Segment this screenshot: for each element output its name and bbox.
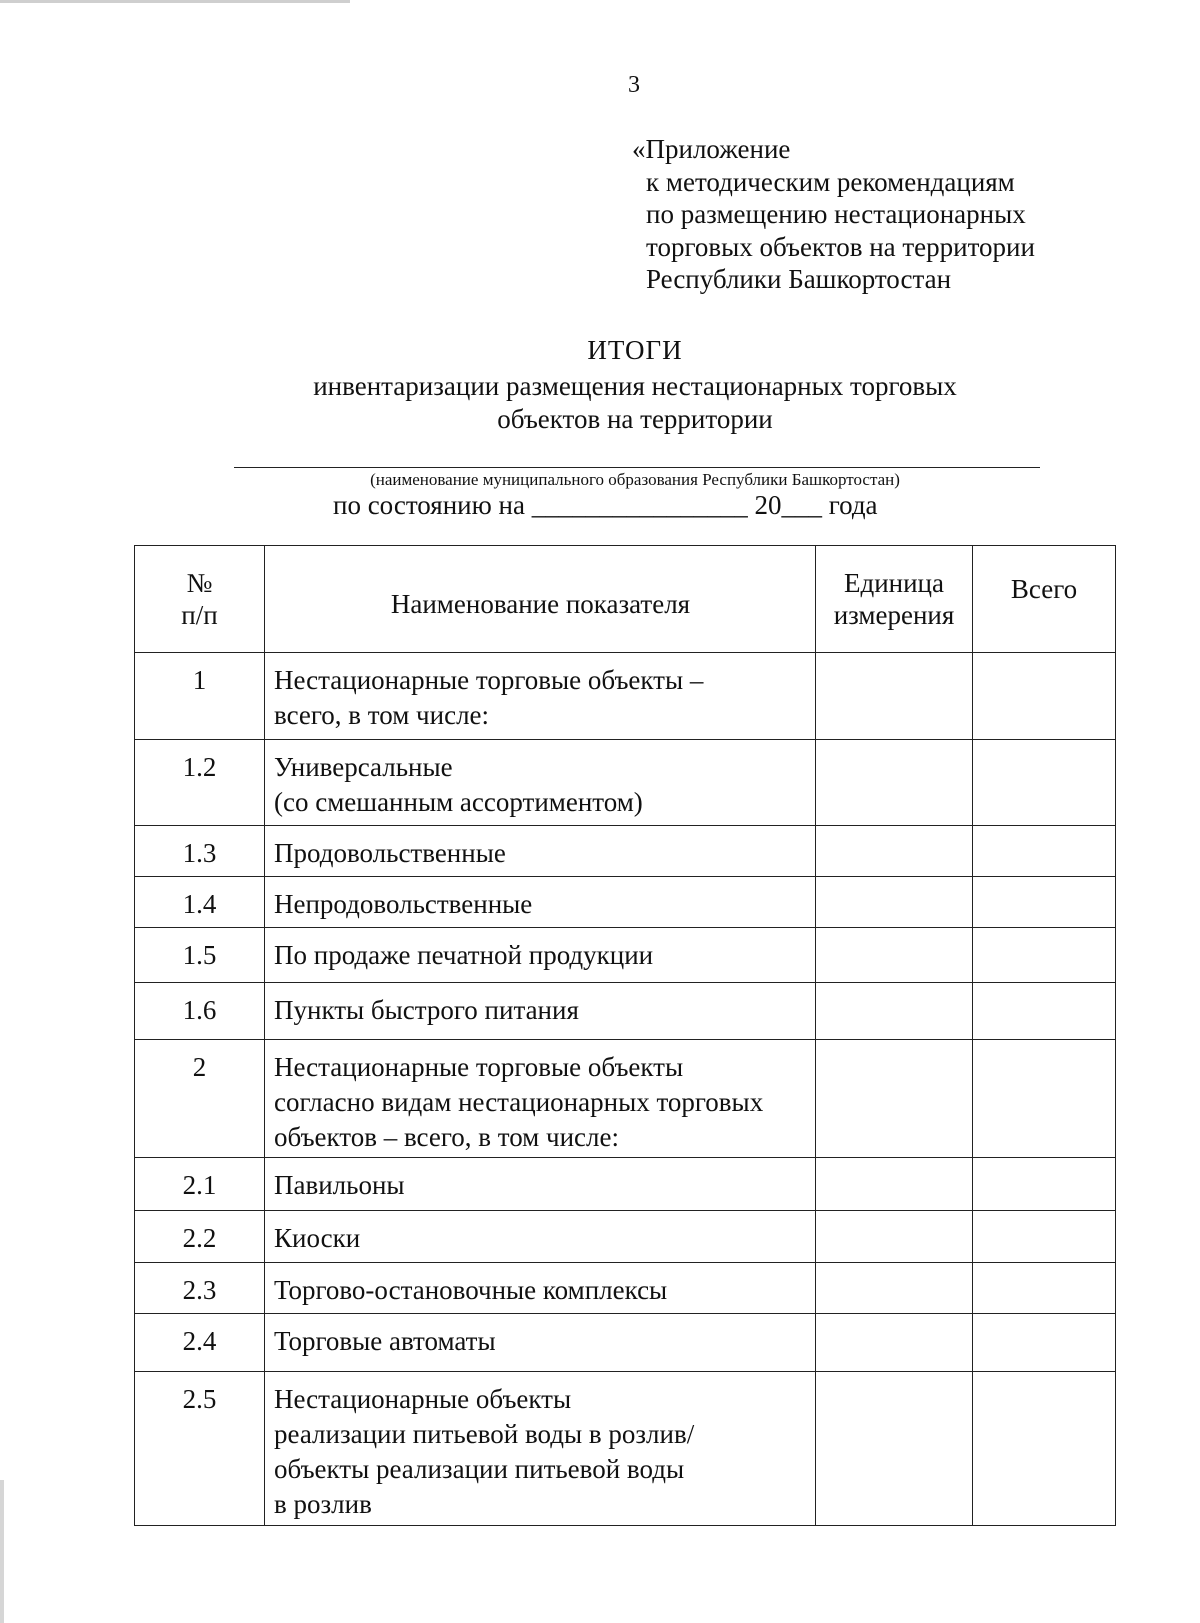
row-number: 1.2	[135, 740, 265, 826]
header-indicator-name: Наименование показателя	[265, 546, 816, 653]
indicator-line: Универсальные	[274, 752, 453, 782]
indicator-line: Пункты быстрого питания	[274, 995, 579, 1025]
scan-edge-top	[0, 0, 350, 3]
indicator-line: Торговые автоматы	[274, 1326, 496, 1356]
row-total-cell	[973, 653, 1116, 740]
row-number: 2.3	[135, 1263, 265, 1314]
row-unit-cell	[816, 826, 973, 877]
row-number: 1	[135, 653, 265, 740]
table-row	[135, 877, 1116, 928]
row-indicator	[265, 1158, 816, 1211]
row-total-cell	[973, 740, 1116, 826]
indicator-line: согласно видам нестационарных торговых	[274, 1087, 764, 1117]
indicator-line: Киоски	[274, 1223, 361, 1253]
row-indicator	[265, 877, 816, 928]
header-number-line: п/п	[181, 600, 218, 630]
row-unit-cell	[816, 740, 973, 826]
indicator-line: объектов – всего, в том числе:	[274, 1122, 619, 1152]
row-indicator	[265, 653, 816, 740]
row-number: 1.4	[135, 877, 265, 928]
document-title: ИТОГИ	[587, 335, 683, 365]
row-indicator	[265, 1263, 816, 1314]
subtitle-line: инвентаризации размещения нестационарных торговых	[313, 371, 957, 401]
indicator-line: в розлив	[274, 1489, 372, 1519]
table-row	[135, 1158, 1116, 1211]
row-total-cell	[973, 1211, 1116, 1263]
row-total-cell	[973, 1263, 1116, 1314]
indicator-line: Торгово-остановочные комплексы	[274, 1275, 668, 1305]
row-total-cell	[973, 1314, 1116, 1372]
row-unit-cell	[816, 1158, 973, 1211]
row-total-cell	[973, 983, 1116, 1040]
table-row	[135, 928, 1116, 983]
row-unit-cell	[816, 983, 973, 1040]
indicators-table	[134, 545, 1116, 1526]
subtitle-line: объектов на территории	[497, 404, 773, 434]
row-indicator	[265, 826, 816, 877]
appendix-line: «Приложение	[632, 134, 791, 164]
row-indicator	[265, 928, 816, 983]
table-row	[135, 1314, 1116, 1372]
header-unit-line: измерения	[833, 600, 955, 630]
table-row	[135, 826, 1116, 877]
indicator-line: объекты реализации питьевой воды	[274, 1454, 685, 1484]
scan-edge-left	[0, 1480, 4, 1623]
indicator-line: Непродовольственные	[274, 889, 533, 919]
header-unit-line: Единица	[843, 568, 944, 598]
indicator-line: реализации питьевой воды в розлив/	[274, 1419, 695, 1449]
row-unit-cell	[816, 877, 973, 928]
row-total-cell	[973, 1040, 1116, 1158]
row-indicator	[265, 983, 816, 1040]
row-number: 1.5	[135, 928, 265, 983]
appendix-line: по размещению нестационарных	[646, 199, 1026, 229]
indicator-line: По продаже печатной продукции	[274, 940, 654, 970]
row-indicator	[265, 740, 816, 826]
row-number: 2	[135, 1040, 265, 1158]
table-row	[135, 1040, 1116, 1158]
as-of-date-line: по состоянию на ________________ 20___ года	[333, 490, 878, 520]
table-row	[135, 1372, 1116, 1526]
row-unit-cell	[816, 1372, 973, 1526]
appendix-line: торговых объектов на территории	[646, 231, 1035, 262]
row-unit-cell	[816, 1211, 973, 1263]
row-indicator	[265, 1040, 816, 1158]
row-number: 1.3	[135, 826, 265, 877]
row-number: 1.6	[135, 983, 265, 1040]
row-number: 2.4	[135, 1314, 265, 1372]
appendix-line: к методическим рекомендациям	[646, 166, 1015, 197]
municipality-caption: (наименование муниципального образования Республики Башкортостан)	[370, 470, 900, 489]
indicator-line: Нестационарные торговые объекты –	[274, 665, 704, 695]
document-subtitle	[0, 370, 1200, 436]
row-unit-cell	[816, 1314, 973, 1372]
table-row	[135, 653, 1116, 740]
row-number: 2.1	[135, 1158, 265, 1211]
row-indicator	[265, 1372, 816, 1526]
table-row	[135, 740, 1116, 826]
row-indicator	[265, 1211, 816, 1263]
header-number	[135, 546, 265, 653]
row-total-cell	[973, 877, 1116, 928]
row-total-cell	[973, 826, 1116, 877]
indicator-line: Нестационарные торговые объекты	[274, 1052, 684, 1082]
row-unit-cell	[816, 653, 973, 740]
municipality-fill-line	[234, 467, 1040, 468]
row-unit-cell	[816, 1263, 973, 1314]
row-total-cell	[973, 1372, 1116, 1526]
row-number: 2.2	[135, 1211, 265, 1263]
indicator-line: всего, в том числе:	[274, 700, 490, 730]
header-total: Всего	[973, 546, 1116, 653]
table-row	[135, 983, 1116, 1040]
header-number-line: №	[186, 568, 213, 598]
appendix-header	[632, 133, 1035, 296]
row-number: 2.5	[135, 1372, 265, 1526]
row-unit-cell	[816, 1040, 973, 1158]
appendix-line: Республики Башкортостан	[646, 264, 952, 294]
indicator-line: Нестационарные объекты	[274, 1384, 572, 1414]
row-indicator	[265, 1314, 816, 1372]
indicator-line: Павильоны	[274, 1170, 405, 1200]
header-unit	[816, 546, 973, 653]
row-unit-cell	[816, 928, 973, 983]
row-total-cell	[973, 928, 1116, 983]
table-header-row	[135, 546, 1116, 653]
row-total-cell	[973, 1158, 1116, 1211]
table-row	[135, 1211, 1116, 1263]
indicator-line: (со смешанным ассортиментом)	[274, 787, 643, 817]
table-row	[135, 1263, 1116, 1314]
page-number: 3	[628, 72, 640, 98]
indicator-line: Продовольственные	[274, 838, 506, 868]
